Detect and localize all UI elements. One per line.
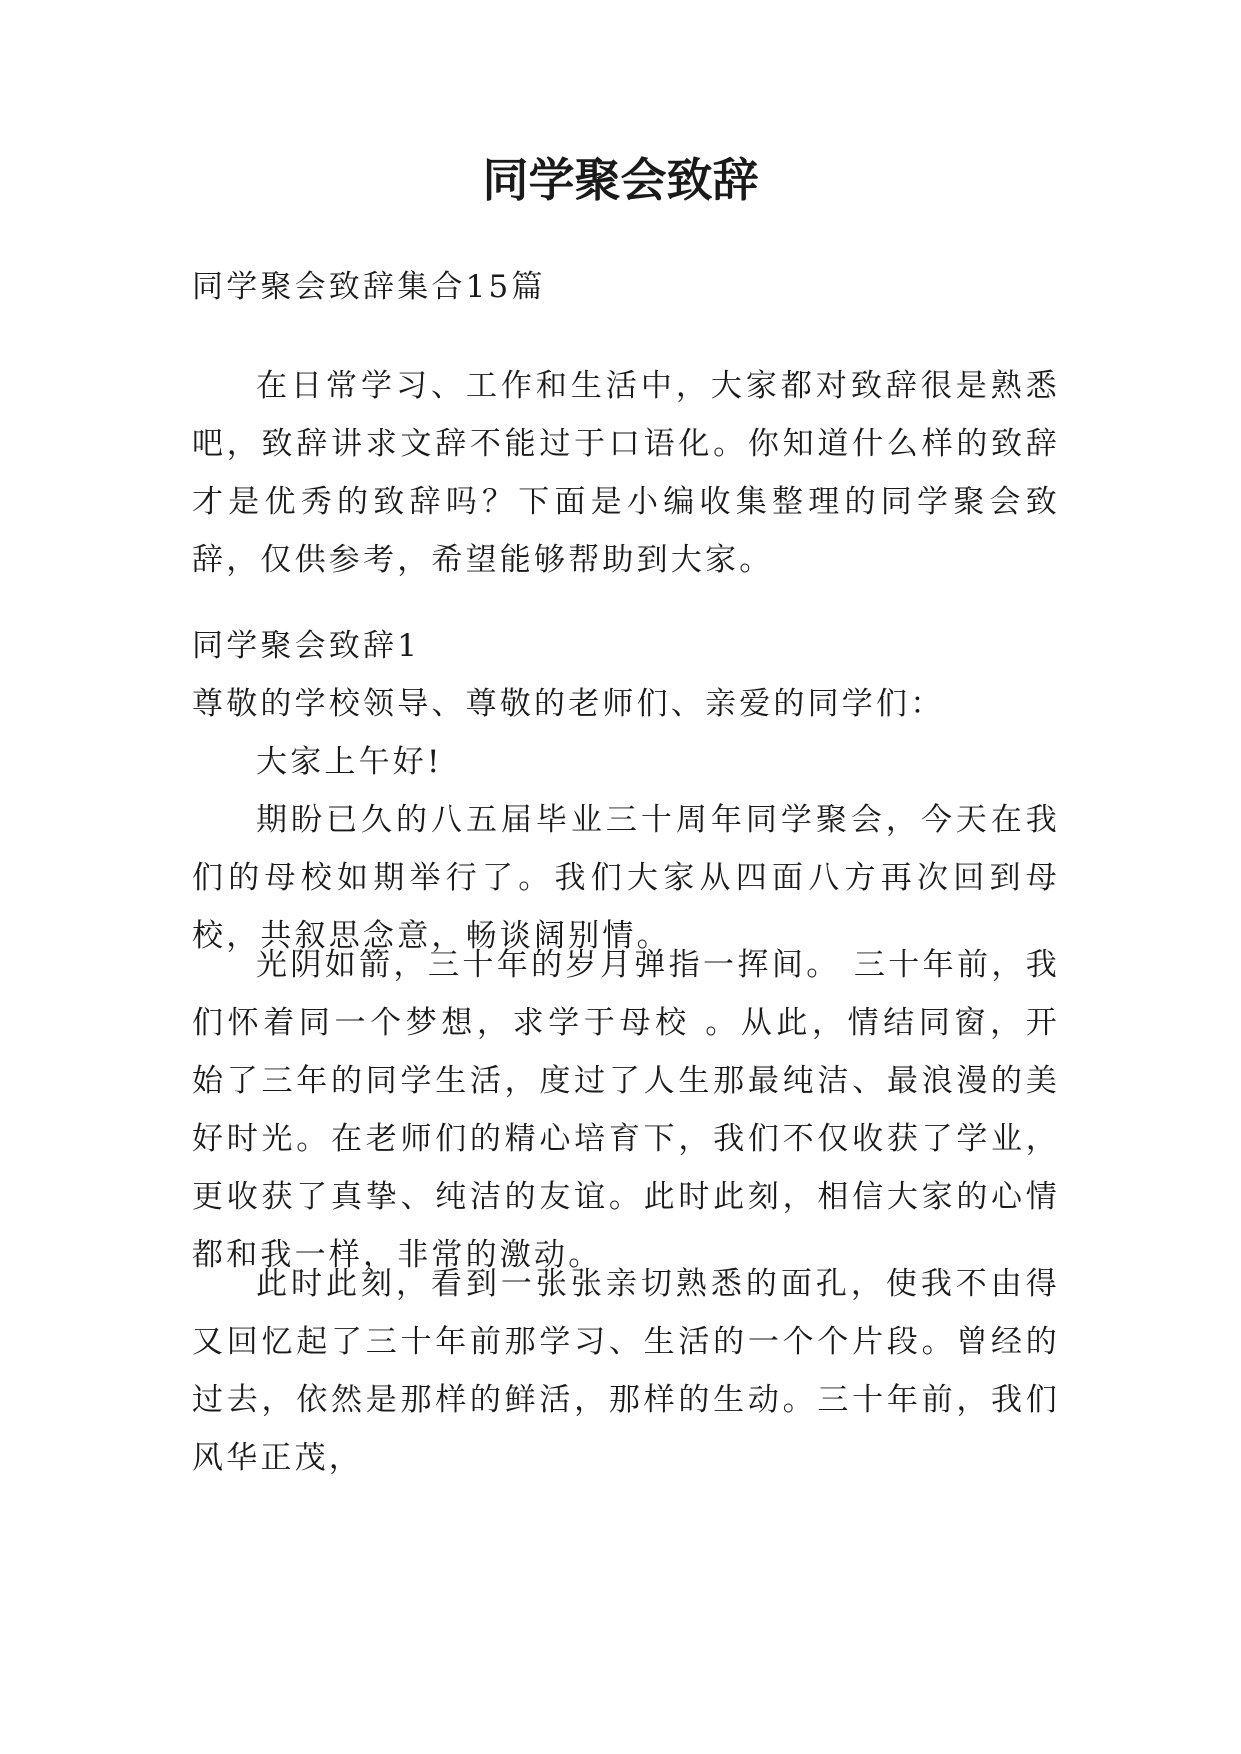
document-title: 同学聚会致辞: [482, 153, 759, 207]
body-paragraph: 期盼已久的八五届毕业三十周年同学聚会，今天在我们的母校如期举行了。我们大家从四面八方再次回到母校，共叙思念意，畅谈阔别情。: [192, 802, 1060, 954]
salutation: 尊敬的学校领导、尊敬的老师们、亲爱的同学们：: [192, 686, 945, 722]
body-paragraph: 光阴如箭，三十年的岁月弹指一挥间。 三十年前，我们怀着同一个梦想，求学于母校 。从此，情结同窗，开始了三年的同学生活，度过了人生那最纯洁、最浪漫的美好时光。在老师们的精心培育下，我们不仅收获了学业，更收获了真挚、纯洁的友谊。此时此刻，相信大家的心情都和我一样，非常的激动。: [192, 947, 1060, 1273]
document-subtitle: 同学聚会致辞集合15篇: [192, 269, 546, 305]
greeting: 大家上午好!: [256, 744, 443, 780]
section-heading: 同学聚会致辞1: [192, 628, 421, 664]
intro-paragraph: 在日常学习、工作和生活中，大家都对致辞很是熟悉吧，致辞讲求文辞不能过于口语化。你知道什么样的致辞才是优秀的致辞吗？下面是小编收集整理的同学聚会致辞，仅供参考，希望能够帮助到大家。: [192, 368, 1060, 578]
body-paragraph: 此时此刻，看到一张张亲切熟悉的面孔，使我不由得又回忆起了三十年前那学习、生活的一个个片段。曾经的过去，依然是那样的鲜活，那样的生动。三十年前，我们风华正茂，: [192, 1266, 1060, 1476]
